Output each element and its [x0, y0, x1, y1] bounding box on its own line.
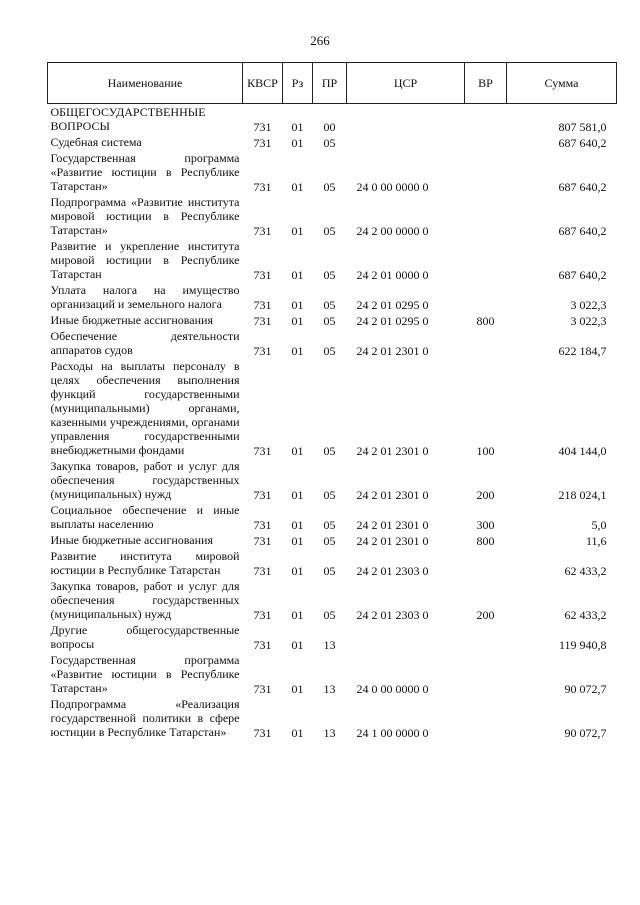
cell-csr: 24 2 00 0000 0	[356, 224, 429, 238]
cell-csr: 24 2 01 0295 0	[356, 314, 429, 328]
table-header	[48, 63, 617, 104]
cell-vr	[465, 652, 507, 696]
cell-csr: 24 2 01 2303 0	[356, 564, 429, 578]
cell-csr: 24 2 01 2301 0	[356, 518, 429, 532]
cell-csr: 24 2 01 2301 0	[356, 488, 429, 502]
cell-sum: 62 433,2	[564, 564, 607, 578]
cell-name: Расходы на выплаты персоналу в целях обеспечения выполнения функций государственными (муниципальными) органами, казенными учреждениями, органами управления государственными внебюджетными фондами	[50, 359, 240, 457]
cell-csr: 24 2 01 2301 0	[356, 444, 429, 458]
cell-rz: 01	[291, 638, 304, 652]
table-row	[48, 696, 617, 740]
cell-csr: 24 2 01 2301 0	[356, 534, 429, 548]
table-row	[48, 238, 617, 282]
cell-kvsr: 731	[253, 488, 272, 502]
cell-kvsr: 731	[253, 224, 272, 238]
cell-pr: 05	[323, 444, 336, 458]
header-pr: ПР	[313, 63, 347, 104]
cell-kvsr: 731	[253, 564, 272, 578]
cell-vr	[465, 548, 507, 578]
header-vr: ВР	[465, 63, 507, 104]
cell-kvsr: 731	[253, 314, 272, 328]
cell-pr: 13	[323, 726, 336, 740]
header-name: Наименование	[48, 63, 243, 104]
cell-rz: 01	[291, 314, 304, 328]
cell-rz: 01	[291, 682, 304, 696]
cell-name: Другие общегосударственные вопросы	[50, 623, 240, 651]
cell-pr: 00	[323, 120, 336, 134]
page-number: 266	[310, 33, 330, 48]
cell-vr	[465, 150, 507, 194]
cell-csr: 24 1 00 0000 0	[356, 726, 429, 740]
cell-rz: 01	[291, 608, 304, 622]
cell-pr: 05	[323, 564, 336, 578]
cell-rz: 01	[291, 120, 304, 134]
table-row	[48, 532, 617, 548]
cell-vr: 200	[476, 488, 495, 502]
cell-pr: 13	[323, 682, 336, 696]
cell-kvsr: 731	[253, 608, 272, 622]
cell-pr: 05	[323, 314, 336, 328]
cell-kvsr: 731	[253, 268, 272, 282]
cell-csr: 24 2 01 0000 0	[356, 268, 429, 282]
cell-rz: 01	[291, 518, 304, 532]
cell-name: Иные бюджетные ассигнования	[50, 533, 213, 547]
cell-kvsr: 731	[253, 136, 272, 150]
cell-rz: 01	[291, 224, 304, 238]
cell-vr	[465, 104, 507, 135]
cell-name: Иные бюджетные ассигнования	[50, 313, 213, 327]
cell-vr	[465, 194, 507, 238]
cell-vr: 300	[476, 518, 495, 532]
cell-csr	[347, 134, 465, 150]
table-row	[48, 104, 617, 135]
cell-csr: 24 2 01 2301 0	[356, 344, 429, 358]
header-rz: Рз	[283, 63, 313, 104]
cell-vr: 100	[476, 444, 495, 458]
table-row	[48, 328, 617, 358]
cell-sum: 218 024,1	[558, 488, 607, 502]
cell-name: Уплата налога на имущество организаций и земельного налога	[50, 283, 240, 311]
table-row	[48, 502, 617, 532]
cell-kvsr: 731	[253, 726, 272, 740]
table-row	[48, 312, 617, 328]
header-csr: ЦСР	[347, 63, 465, 104]
cell-sum: 3 022,3	[570, 298, 607, 312]
cell-sum: 90 072,7	[564, 726, 607, 740]
table-row	[48, 458, 617, 502]
cell-rz: 01	[291, 564, 304, 578]
cell-name: Социальное обеспечение и иные выплаты населению	[50, 503, 240, 531]
table-row	[48, 194, 617, 238]
cell-pr: 05	[323, 268, 336, 282]
table-body	[48, 104, 617, 741]
cell-sum: 119 940,8	[558, 638, 607, 652]
cell-name: Государственная программа «Развитие юстиции в Республике Татарстан»	[50, 653, 240, 695]
cell-name: Развитие института мировой юстиции в Республике Татарстан	[50, 549, 240, 577]
table-row	[48, 622, 617, 652]
cell-vr	[465, 238, 507, 282]
cell-kvsr: 731	[253, 120, 272, 134]
cell-csr: 24 2 01 0295 0	[356, 298, 429, 312]
cell-csr: 24 0 00 0000 0	[356, 682, 429, 696]
cell-rz: 01	[291, 488, 304, 502]
cell-sum: 687 640,2	[558, 180, 607, 194]
cell-name: Закупка товаров, работ и услуг для обеспечения государственных (муниципальных) нужд	[50, 579, 240, 621]
cell-vr	[465, 622, 507, 652]
cell-csr: 24 0 00 0000 0	[356, 180, 429, 194]
cell-sum: 90 072,7	[564, 682, 607, 696]
cell-kvsr: 731	[253, 180, 272, 194]
cell-pr: 13	[323, 638, 336, 652]
cell-name: Подпрограмма «Реализация государственной политики в сфере юстиции в Республике Татарстан»	[50, 697, 240, 739]
cell-kvsr: 731	[253, 638, 272, 652]
cell-name: ОБЩЕГОСУДАРСТВЕННЫЕ ВОПРОСЫ	[50, 105, 206, 133]
cell-sum: 5,0	[591, 518, 607, 532]
cell-rz: 01	[291, 344, 304, 358]
cell-pr: 05	[323, 518, 336, 532]
cell-vr	[465, 328, 507, 358]
cell-pr: 05	[323, 224, 336, 238]
cell-vr: 200	[476, 608, 495, 622]
cell-csr	[347, 622, 465, 652]
cell-kvsr: 731	[253, 444, 272, 458]
cell-name: Обеспечение деятельности аппаратов судов	[50, 329, 240, 357]
header-sum: Сумма	[507, 63, 617, 104]
cell-sum: 687 640,2	[558, 136, 607, 150]
cell-name: Государственная программа «Развитие юстиции в Республике Татарстан»	[50, 151, 240, 193]
cell-sum: 687 640,2	[558, 268, 607, 282]
cell-kvsr: 731	[253, 298, 272, 312]
cell-pr: 05	[323, 488, 336, 502]
cell-rz: 01	[291, 726, 304, 740]
cell-pr: 05	[323, 608, 336, 622]
cell-name: Развитие и укрепление института мировой юстиции в Республике Татарстан	[50, 239, 240, 281]
cell-sum: 62 433,2	[564, 608, 607, 622]
cell-rz: 01	[291, 444, 304, 458]
cell-vr	[465, 134, 507, 150]
cell-sum: 687 640,2	[558, 224, 607, 238]
cell-csr: 24 2 01 2303 0	[356, 608, 429, 622]
cell-kvsr: 731	[253, 518, 272, 532]
table-row	[48, 548, 617, 578]
table-row	[48, 358, 617, 458]
cell-sum: 807 581,0	[558, 120, 607, 134]
cell-kvsr: 731	[253, 682, 272, 696]
budget-table	[47, 62, 617, 740]
cell-rz: 01	[291, 268, 304, 282]
cell-vr: 800	[476, 314, 495, 328]
cell-vr	[465, 282, 507, 312]
cell-name: Закупка товаров, работ и услуг для обеспечения государственных (муниципальных) нужд	[50, 459, 240, 501]
cell-pr: 05	[323, 534, 336, 548]
cell-rz: 01	[291, 180, 304, 194]
cell-pr: 05	[323, 344, 336, 358]
cell-kvsr: 731	[253, 344, 272, 358]
cell-name: Судебная система	[50, 135, 142, 149]
cell-pr: 05	[323, 180, 336, 194]
cell-sum: 11,6	[585, 534, 607, 548]
cell-sum: 3 022,3	[570, 314, 607, 328]
cell-sum: 404 144,0	[558, 444, 607, 458]
cell-rz: 01	[291, 136, 304, 150]
cell-pr: 05	[323, 136, 336, 150]
table-row	[48, 150, 617, 194]
table-row	[48, 282, 617, 312]
cell-rz: 01	[291, 534, 304, 548]
cell-name: Подпрограмма «Развитие института мировой юстиции в Республике Татарстан»	[50, 195, 240, 237]
cell-pr: 05	[323, 298, 336, 312]
cell-vr: 800	[476, 534, 495, 548]
cell-rz: 01	[291, 298, 304, 312]
cell-csr	[347, 104, 465, 135]
table-row	[48, 134, 617, 150]
cell-kvsr: 731	[253, 534, 272, 548]
header-kvsr: КВСР	[243, 63, 283, 104]
table-row	[48, 578, 617, 622]
table-row	[48, 652, 617, 696]
cell-sum: 622 184,7	[558, 344, 607, 358]
cell-vr	[465, 696, 507, 740]
